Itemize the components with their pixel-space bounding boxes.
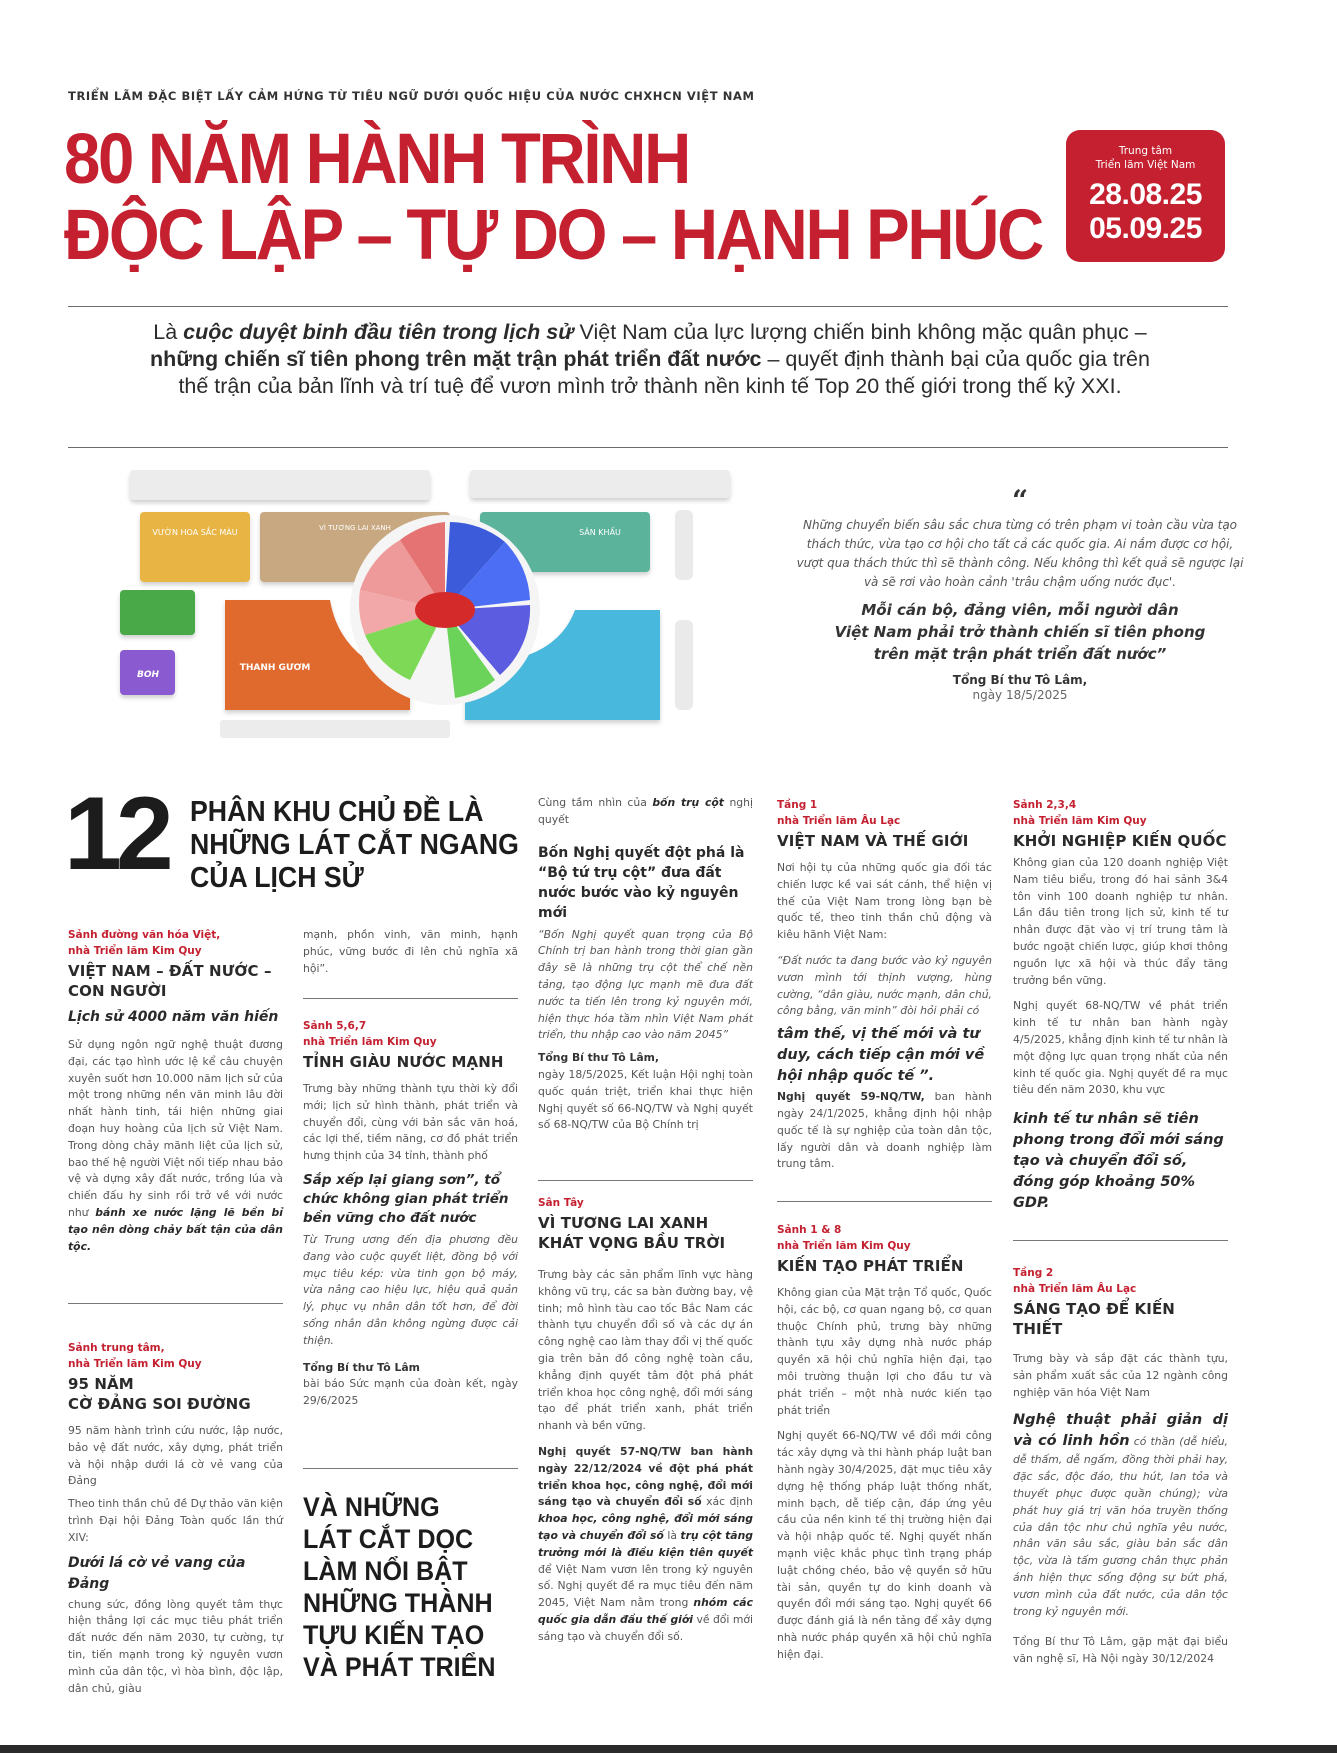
date-start: 28.08.25 bbox=[1089, 178, 1202, 211]
section-body: Trưng bày những thành tựu thời kỳ đổi mới; lịch sử hình thành, phát triển và chuyển đổi, cùng với bản sắc văn hoá, các lợi thế, tiềm năng, cơ đồ phát triển hưng thịnh của 34 tỉnh, thành phố bbox=[303, 1082, 518, 1163]
section-source: bài báo Sức mạnh của đoàn kết, ngày 29/6/2025 bbox=[303, 1377, 518, 1408]
venue-line-2: Triển lãm Việt Nam bbox=[1095, 159, 1196, 171]
quote-date: ngày 18/5/2025 bbox=[972, 688, 1068, 702]
section-vietnam-the-gioi bbox=[777, 797, 992, 1173]
vertical-heading bbox=[303, 1491, 496, 1683]
section-location: nhà Triển lãm Kim Quy bbox=[68, 1358, 202, 1370]
section-location: nhà Triển lãm Kim Quy bbox=[68, 945, 202, 957]
body-text: có thần (dễ hiểu, dễ thấm, dễ ngấm, đồng thời phải hay, đặc sắc, độc đáo, thu hút, lan tỏa và thuyết phục được quần chúng); vừa phát huy giá trị văn hóa truyền thống của dân tộc như chủ nghĩa yêu nước, nhân văn sâu sắc, giàu bản sắc dân tộc, vừa là tấm gương chân thực phản ánh hiện thực sống động sự bứt phá, vươn mình của đất nước, của dân tộc trong kỷ nguyên mới. bbox=[1013, 1435, 1228, 1618]
section-location: Sảnh trung tâm, bbox=[68, 1342, 165, 1354]
date-end: 05.09.25 bbox=[1089, 212, 1202, 245]
kicker: TRIỂN LÃM ĐẶC BIỆT LẤY CẢM HỨNG TỪ TIÊU NGỮ DƯỚI QUỐC HIỆU CỦA NƯỚC CHXHCN VIỆT NAM bbox=[68, 89, 755, 103]
section-title-line: VIỆT NAM – ĐẤT NƯỚC – bbox=[68, 962, 272, 980]
feature-number: 12 bbox=[64, 776, 168, 892]
body-text: ban hành ngày 24/1/2025, khẳng định hội nhập quốc tế là sự nghiệp của toàn dân tộc, lấy người dân và doanh nghiệp làm trung tâm. bbox=[777, 1090, 992, 1171]
footer-bar bbox=[0, 1745, 1337, 1753]
section-tuong-lai-xanh bbox=[538, 1195, 753, 1646]
vertical-heading-line: LÁT CẮT DỌC bbox=[303, 1524, 474, 1554]
section-author: Tổng Bí thư Tô Lâm, bbox=[538, 1051, 659, 1065]
exhibition-site-map bbox=[110, 470, 770, 740]
body-emphasis: bốn trụ cột bbox=[652, 796, 724, 809]
section-emphasis: Dưới lá cờ vẻ vang của Đảng bbox=[68, 1554, 246, 1592]
title-line-2: ĐỘC LẬP – TỰ DO – HẠNH PHÚC bbox=[64, 196, 1043, 275]
section-title-line: VÌ TƯƠNG LAI XANH bbox=[538, 1214, 709, 1232]
section-95-nam-continued bbox=[303, 927, 518, 977]
body-text: xác định bbox=[701, 1495, 753, 1509]
body-text: về đổi mới sáng tạo và chuyển đổi số. bbox=[538, 1612, 753, 1643]
section-title-line: 95 NĂM bbox=[68, 1375, 134, 1393]
section-title: KHỞI NGHIỆP KIẾN QUỐC bbox=[1013, 832, 1227, 850]
section-body: Không gian của Mặt trận Tổ quốc, Quốc hội, các bộ, cơ quan ngang bộ, cơ quan thuộc Chính phủ, trưng bày những thành tựu xây dựng nhà nước pháp quyền xã hội chủ nghĩa hiện đại, tạo môi trường thuận lợi cho đầu tư và phát triển – một nhà nước kiến tạo phát triển bbox=[777, 1286, 992, 1417]
body-bold: Nghị quyết 59-NQ/TW, bbox=[777, 1090, 925, 1104]
section-quote: “Bốn Nghị quyết quan trọng của Bộ Chính trị ban hành trong thời gian gần đây sẽ là những trụ cột thể chế nền tảng, tạo động lực mạnh mẽ đưa đất nước ta tiến lên trong kỷ nguyên mới, hiện thực hóa tầm nhìn Việt Nam phát triển, thu nhập cao vào năm 2045” bbox=[538, 927, 753, 1042]
section-body: mạnh, phồn vinh, văn minh, hạnh phúc, vững bước đi lên chủ nghĩa xã hội”. bbox=[303, 928, 518, 975]
section-source: Tổng Bí thư Tô Lâm, gặp mặt đại biểu văn nghệ sĩ, Hà Nội ngày 30/12/2024 bbox=[1013, 1635, 1228, 1666]
section-body: Không gian của 120 doanh nghiệp Việt Nam tiêu biểu, trong đó hai sảnh 3&4 tôn vinh 100 doanh nghiệp tư nhân. Lần đầu tiên trong lịch sử, kinh tế tư nhân được đặt vào vị trí trung tâm là bước ngoặt chiến lược, giúp khơi thông nguồn lực xã hội và thúc đẩy tăng trưởng bền vững. bbox=[1013, 856, 1228, 987]
vertical-heading-line: VÀ PHÁT TRIỂN bbox=[303, 1652, 496, 1682]
section-body bbox=[538, 1444, 753, 1646]
map-block bbox=[675, 620, 693, 710]
section-emphasis: Sắp xếp lại giang sơn”, tổ chức không gian phát triển bền vững cho đất nước bbox=[303, 1171, 509, 1226]
pull-quote bbox=[795, 484, 1245, 703]
map-label: VÌ TƯƠNG LAI XANH bbox=[319, 524, 391, 532]
quote-emphasis-line: trên mặt trận phát triển đất nước” bbox=[873, 645, 1167, 663]
section-title-line: CON NGƯỜI bbox=[68, 982, 167, 1000]
body-emphasis: nhóm các quốc gia dẫn đầu thế giới bbox=[538, 1596, 753, 1626]
section-quote: Từ Trung ương đến địa phương đều đang vào cuộc quyết liệt, đồng bộ với mục tiêu kép: vừa tinh gọn bộ máy, vừa nâng cao hiệu lực, hiệu quả quản lý, phục vụ nhân dân tốt hơn, để đời sống nhân dân không ngừng được cải thiện. bbox=[303, 1232, 518, 1347]
section-tinh-giau bbox=[303, 1018, 518, 1410]
feature-heading bbox=[190, 796, 519, 895]
map-label: SÂN KHẤU bbox=[579, 528, 621, 537]
section-kien-tao bbox=[777, 1222, 992, 1664]
section-body: Trưng bày các sản phẩm lĩnh vực hàng không vũ trụ, các sa bàn đường bay, vệ tinh; mô hình tàu cao tốc Bắc Nam các thành tựu chuyển đổi số và các dự án công nghệ cao làm thay đổi vị thế quốc gia trên bản đồ công nghệ toàn cầu, khẳng định quyết tâm đột phá phát triển khoa học công nghệ, đổi mới sáng tạo để phát triển xanh, phát triển nhanh và bền vững. bbox=[538, 1268, 753, 1433]
lead-text: – quyết định thành bại của quốc gia trên thế trận của bản lĩnh và trí tuệ để vươn mình trở thành nền kinh tế Top 20 thế giới trong thế kỷ XXI. bbox=[178, 347, 1150, 398]
body-emphasis: Nghệ thuật phải giản dị và có linh hồn bbox=[1013, 1412, 1228, 1450]
section-title bbox=[68, 1374, 283, 1414]
section-body: 95 năm hành trình cứu nước, lập nước, bảo vệ đất nước, xây dựng, phát triển và hội nhập dưới lá cờ vẻ vang của Đảng bbox=[68, 1424, 283, 1488]
divider bbox=[1013, 1240, 1228, 1241]
map-label: THANH GƯƠM bbox=[239, 663, 311, 673]
lead-emphasis: cuộc duyệt binh đầu tiên trong lịch sử bbox=[183, 320, 574, 344]
map-block bbox=[130, 470, 430, 500]
quote-emphasis-line: Mỗi cán bộ, đảng viên, mỗi người dân bbox=[861, 601, 1179, 619]
section-body bbox=[777, 1089, 992, 1173]
divider bbox=[777, 1201, 992, 1202]
body-text: Sử dụng ngôn ngữ nghệ thuật đương đại, các tạo hình ước lệ kể câu chuyện xuyên suốt hơn 10.000 năm lịch sử của một trong những nền văn minh lâu đời nhất hành tinh, tái hiện những giai đoạn huy hoàng của lịch sử Việt Nam. Trong dòng chảy mãnh liệt của lịch sử, bao thế hệ người Việt nối tiếp nhau bảo vệ và dựng xây đất nước, trồng lúa và chiến đấu hy sinh rồi trở về với nước như bbox=[68, 1038, 283, 1219]
section-body: Trưng bày và sắp đặt các thành tựu, sản phẩm xuất sắc của 12 ngành công nghiệp văn hóa Việt Nam bbox=[1013, 1352, 1228, 1399]
section-title bbox=[68, 961, 283, 1001]
section-body: Theo tinh thần chủ đề Dự thảo văn kiện trình Đại hội Đảng Toàn quốc lần thứ XIV: bbox=[68, 1497, 283, 1544]
section-location: Sảnh 5,6,7 bbox=[303, 1020, 367, 1032]
date-badge bbox=[1066, 130, 1225, 262]
vertical-heading-line: VÀ NHỮNG bbox=[303, 1492, 440, 1522]
body-text: nghị quyết bbox=[538, 796, 753, 826]
section-vietnam-dat-nuoc bbox=[68, 927, 283, 1255]
section-body bbox=[68, 1037, 283, 1255]
section-body: Nơi hội tụ của những quốc gia đối tác chiến lược kề vai sát cánh, thể hiện vị thế của Việt Nam trong lòng bạn bè quốc tế, theo tinh thần chủ động và kiêu hãnh Việt Nam: bbox=[777, 861, 992, 942]
section-location: Sảnh 2,3,4 bbox=[1013, 799, 1077, 811]
vertical-heading-line: TỰU KIẾN TẠO bbox=[303, 1620, 485, 1650]
section-location: Tầng 2 bbox=[1013, 1267, 1054, 1279]
section-location: nhà Triển lãm Kim Quy bbox=[303, 1036, 437, 1048]
lead-text: Là bbox=[153, 320, 184, 344]
quote-emphasis bbox=[795, 599, 1245, 665]
body-emphasis: khoa học, công nghệ, đổi mới sáng tạo và chuyển đổi số bbox=[538, 1512, 753, 1542]
section-heading: Bốn Nghị quyết đột phá là “Bộ tứ trụ cột” đưa đất nước bước vào kỷ nguyên mới bbox=[538, 844, 745, 921]
vertical-heading-line: NHỮNG THÀNH bbox=[303, 1588, 493, 1618]
body-emphasis: trụ cột tăng trưởng mới là điều kiện tiên quyết bbox=[538, 1528, 753, 1559]
quote-emphasis-line: Việt Nam phải trở thành chiến sĩ tiên phong bbox=[834, 623, 1206, 641]
page-title bbox=[64, 122, 1042, 274]
body-text: là bbox=[663, 1528, 681, 1542]
feature-heading-line: NHỮNG LÁT CẮT NGANG bbox=[190, 829, 519, 861]
section-quote: “Đất nước ta đang bước vào kỷ nguyên vươn mình tới thịnh vượng, hùng cường, “dân giàu, nước mạnh, dân chủ, công bằng, văn minh” đòi hỏi phải có bbox=[777, 953, 992, 1018]
section-body: Nghị quyết 68-NQ/TW về phát triển kinh tế tư nhân ban hành ngày 4/5/2025, khẳng định kinh tế tư nhân là một động lực quan trọng nhất của nền kinh tế quốc gia. Nghị quyết đề ra mục tiêu đến năm 2030, khu vực bbox=[1013, 999, 1228, 1097]
section-body: Nghị quyết 66-NQ/TW về đổi mới công tác xây dựng và thi hành pháp luật ban hành ngày 30/4/2025, đặt mục tiêu xây dựng hệ thống pháp luật thống nhất, minh bạch, dễ tiếp cận, đáp ứng yêu cầu của nền kinh tế thị trường hiện đại và hội nhập quốc tế. Nghị quyết nhấn mạnh việc khắc phục tình trạng pháp luật chồng chéo, bảo vệ quyền sở hữu tài sản, quyền tự do kinh doanh và quyền đổi mới sáng tạo. Nghị quyết 66 được đánh giá là nền tảng để xây dựng nhà nước pháp quyền xã hội chủ nghĩa hiện đại. bbox=[777, 1429, 992, 1661]
section-location: nhà Triển lãm Kim Quy bbox=[777, 1240, 911, 1252]
section-location: nhà Triển lãm Âu Lạc bbox=[777, 815, 901, 827]
body-bold: Nghị quyết 57-NQ/TW ban hành ngày 22/12/2024 về đột phá phát triển khoa học, công nghệ, đổi mới sáng tạo và chuyển đổi số bbox=[538, 1444, 753, 1509]
section-sang-tao bbox=[1013, 1265, 1228, 1668]
venue-line-1: Trung tâm bbox=[1118, 145, 1173, 157]
feature-heading-line: CỦA LỊCH SỬ bbox=[190, 862, 364, 894]
section-quote bbox=[1013, 1410, 1228, 1620]
section-title: SÁNG TẠO ĐỂ KIẾN THIẾT bbox=[1013, 1300, 1175, 1338]
vertical-heading-line: LÀM NỔI BẬT bbox=[303, 1556, 468, 1586]
quote-author: Tổng Bí thư Tô Lâm, bbox=[952, 673, 1088, 687]
body-text: để Việt Nam vươn lên trong kỷ nguyên số. Nghị quyết đề ra mục tiêu đến năm 2045, Việt Nam nằm trong bbox=[538, 1562, 753, 1610]
section-95-nam bbox=[68, 1340, 283, 1697]
map-block bbox=[220, 720, 450, 738]
section-title: KIẾN TẠO PHÁT TRIỂN bbox=[777, 1257, 964, 1275]
divider bbox=[68, 306, 1228, 307]
map-label: BOH bbox=[136, 670, 160, 680]
lead-bold: những chiến sĩ tiên phong trên mặt trận phát triển đất nước bbox=[150, 347, 762, 371]
section-title bbox=[538, 1213, 753, 1253]
section-title: VIỆT NAM VÀ THẾ GIỚI bbox=[777, 832, 969, 850]
section-title: TỈNH GIÀU NƯỚC MẠNH bbox=[303, 1053, 504, 1071]
section-location: nhà Triển lãm Kim Quy bbox=[1013, 815, 1147, 827]
quote-text: Những chuyển biến sâu sắc chưa từng có trên phạm vi toàn cầu vừa tạo thách thức, vừa tạo cơ hội cho tất cả các quốc gia. Ai nắm được cơ hội, vượt qua thách thức thì sẽ thành công. Nếu không thì kết quả sẽ ngược lại và sẽ rơi vào hoàn cảnh 'trâu chậm uống nước đục'. bbox=[796, 518, 1244, 589]
divider bbox=[68, 447, 1228, 448]
divider bbox=[538, 1180, 753, 1181]
section-khoi-nghiep bbox=[1013, 797, 1228, 1214]
section-emphasis: tâm thế, vị thế mới và tư duy, cách tiếp cận mới về hội nhập quốc tế ”. bbox=[777, 1026, 985, 1085]
map-block bbox=[675, 510, 693, 580]
body-emphasis: bánh xe nước lặng lẽ bền bỉ tạo nên dòng chảy bất tận của dân tộc. bbox=[68, 1205, 283, 1253]
section-location: Sân Tây bbox=[538, 1197, 584, 1209]
quote-mark-icon: “ bbox=[1011, 484, 1029, 517]
section-title-line: KHÁT VỌNG BẦU TRỜI bbox=[538, 1234, 726, 1252]
section-location: nhà Triển lãm Âu Lạc bbox=[1013, 1283, 1137, 1295]
section-bon-nghi-quyet bbox=[538, 795, 753, 1134]
section-location: Sảnh đường văn hóa Việt, bbox=[68, 929, 221, 941]
lead-text: Việt Nam của lực lượng chiến binh không mặc quân phục – bbox=[573, 320, 1147, 344]
section-subtitle: Lịch sử 4000 năm văn hiến bbox=[68, 1009, 279, 1025]
section-source: ngày 18/5/2025, Kết luận Hội nghị toàn quốc quán triệt, triển khai thực hiện Nghị quyết số 66-NQ/TW và Nghị quyết số 68-NQ/TW của Bộ Chính trị bbox=[538, 1067, 753, 1132]
feature-heading-line: PHÂN KHU CHỦ ĐỀ LÀ bbox=[190, 796, 484, 828]
section-location: Sảnh 1 & 8 bbox=[777, 1224, 842, 1236]
map-label: VƯỜN HOA SẮC MÀU bbox=[152, 528, 238, 537]
section-emphasis: kinh tế tư nhân sẽ tiên phong trong đổi mới sáng tạo và chuyển đổi số, đóng góp khoảng 50% GDP. bbox=[1013, 1111, 1224, 1212]
divider bbox=[303, 998, 518, 999]
divider bbox=[303, 1468, 518, 1469]
map-zone-party-flag bbox=[415, 592, 475, 628]
map-zone-world bbox=[120, 590, 195, 635]
map-zone-garden bbox=[140, 512, 250, 582]
map-block bbox=[470, 470, 730, 498]
section-author: Tổng Bí thư Tô Lâm bbox=[303, 1360, 420, 1374]
section-location: Tầng 1 bbox=[777, 799, 818, 811]
divider bbox=[68, 1303, 283, 1304]
section-intro bbox=[538, 795, 753, 829]
section-title-line: CỜ ĐẢNG SOI ĐƯỜNG bbox=[68, 1395, 251, 1413]
title-line-1: 80 NĂM HÀNH TRÌNH bbox=[64, 120, 690, 199]
section-body: chung sức, đồng lòng quyết tâm thực hiện thắng lợi các mục tiêu phát triển đất nước đến năm 2030, tự cường, tự tin, tiến mạnh trong kỷ nguyên vươn mình của dân tộc, vì hòa bình, độc lập, dân chủ, giàu bbox=[68, 1597, 283, 1695]
lead-paragraph bbox=[140, 319, 1160, 400]
body-text: Cùng tầm nhìn của bbox=[538, 796, 653, 809]
